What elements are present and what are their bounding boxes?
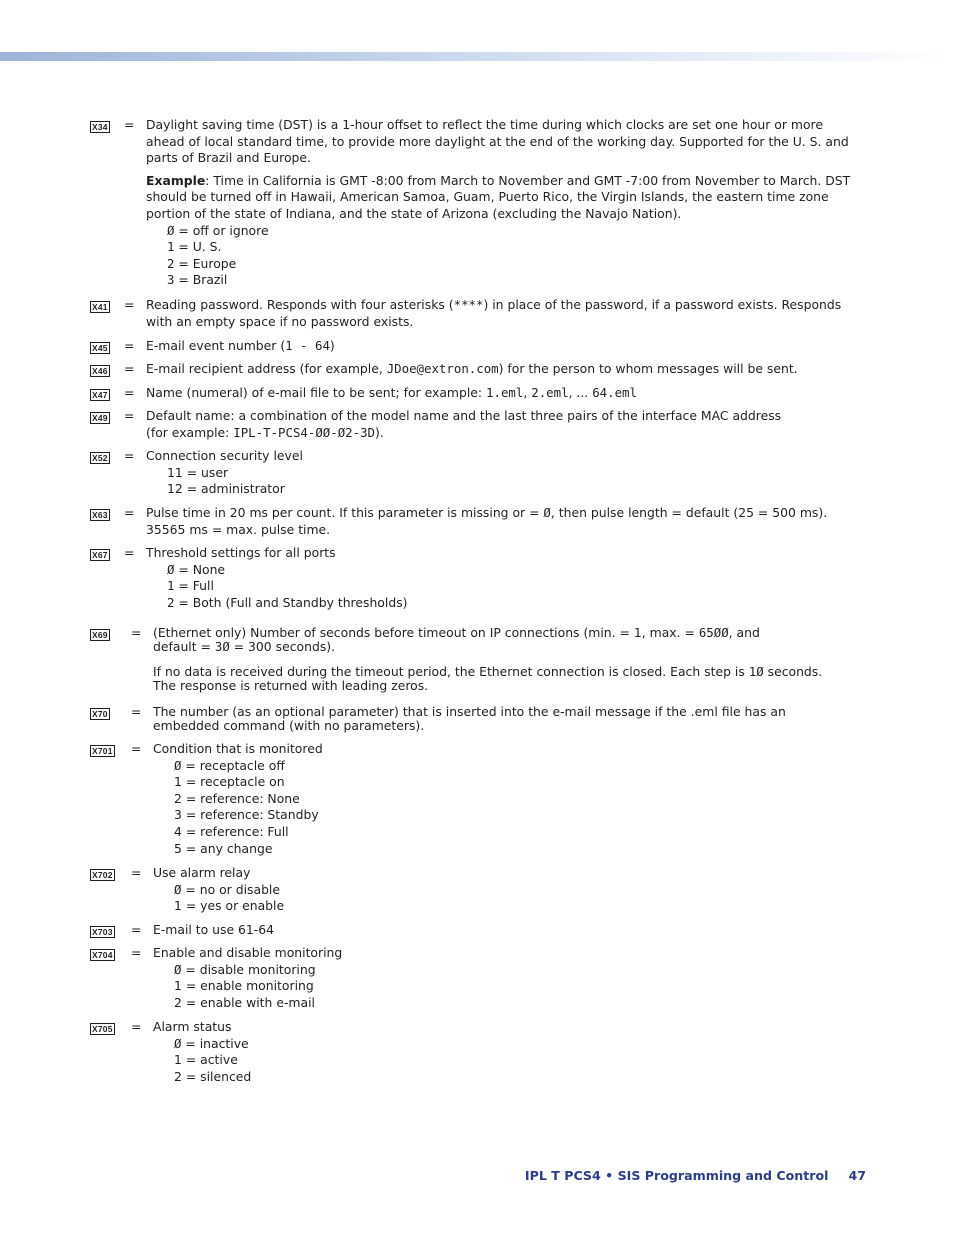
text-run: , (523, 385, 532, 400)
option-value: Ø (174, 1035, 182, 1051)
option-value: Ø (174, 757, 182, 773)
option-item (146, 562, 858, 579)
option-label: = reference: None (181, 790, 300, 806)
option-label: = yes or enable (181, 898, 285, 914)
option-label: = receptacle off (181, 757, 285, 773)
text-run: seconds. The response is returned with leading zeros. (153, 664, 823, 693)
option-item (153, 962, 843, 979)
code-value: IPL-T-PCS4-ØØ-Ø2-3D (233, 424, 376, 440)
equals-sign: = (124, 505, 135, 520)
description-paragraph (153, 626, 843, 640)
description-paragraph (153, 640, 843, 654)
option-item (146, 465, 858, 482)
description-paragraph (146, 338, 858, 355)
option-value: 1 (174, 898, 182, 914)
entry-description (153, 1019, 843, 1085)
option-item (153, 1052, 843, 1069)
text-run: , max. = (641, 625, 699, 640)
option-value: 3 (167, 272, 175, 288)
option-item (153, 774, 843, 791)
code-value: 25 (738, 505, 754, 520)
variable-tag: X45 (92, 343, 108, 353)
equals-sign: = (131, 625, 142, 640)
option-value: Ø (167, 561, 175, 577)
entry-description (146, 505, 858, 538)
description-paragraph (146, 425, 858, 442)
description-paragraph: Default name: a combination of the model name and the last three pairs of the interface MAC address (146, 408, 782, 423)
option-value: 1 (174, 774, 182, 790)
entry-description (146, 545, 858, 611)
code-value: 2.eml (531, 385, 569, 400)
page-footer (525, 1168, 866, 1185)
text-run: = 300 seconds). (229, 639, 336, 654)
option-value: 5 (174, 840, 182, 856)
equals-sign: = (124, 361, 135, 376)
option-label: = user (182, 464, 229, 480)
code-value: 3Ø (214, 639, 230, 654)
option-item (153, 882, 843, 899)
entry-description (146, 361, 858, 378)
option-item (153, 978, 843, 995)
text-run: (for example: (146, 424, 234, 440)
text-run: Reading password. Responds with four asterisks ( (146, 297, 454, 312)
text-run: ). (375, 424, 384, 440)
entry-description (146, 338, 858, 355)
option-item (146, 578, 858, 595)
option-label: = no or disable (181, 881, 281, 897)
variable-tag: X67 (92, 550, 108, 560)
option-item (153, 758, 843, 775)
text-run: Name (numeral) of e-mail file to be sent; for example: (146, 385, 487, 400)
code-value: 1 (633, 625, 642, 640)
option-value: 1 (167, 239, 175, 255)
option-label: = receptacle on (181, 774, 285, 790)
description-paragraph (153, 665, 843, 693)
entry-description (146, 408, 858, 441)
option-item (153, 995, 843, 1012)
text-run: = 500 ms). (753, 505, 828, 520)
entry-description (153, 705, 843, 733)
variable-tag: X63 (92, 510, 108, 520)
option-item (146, 272, 858, 289)
text-run: , ... (568, 385, 593, 400)
equals-sign: = (124, 117, 135, 132)
footer-title: IPL T PCS4 • SIS Programming and Control (524, 1168, 829, 1183)
option-item (153, 898, 843, 915)
text-run: ) for the person to whom messages will be sent. (498, 361, 798, 376)
option-item (146, 239, 858, 256)
equals-sign: = (131, 922, 142, 937)
option-item (153, 807, 843, 824)
text-run: , then pulse length = default ( (550, 505, 739, 520)
code-value: 1.eml (486, 385, 524, 400)
description-paragraph: Enable and disable monitoring (153, 945, 343, 960)
variable-tag: X702 (92, 870, 113, 880)
option-item (146, 223, 858, 240)
entry-description (153, 945, 843, 1011)
option-item (146, 595, 858, 612)
text-run: ) in place of the password, if a password exists. Responds with an empty space if no password exists. (146, 297, 842, 329)
option-label: = inactive (181, 1035, 249, 1051)
text-run: E-mail recipient address (for example, (146, 361, 387, 376)
option-value: 12 (167, 481, 183, 497)
option-value: 1 (174, 978, 182, 994)
description-paragraph: Daylight saving time (DST) is a 1-hour offset to reflect the time during which clocks are set one hour or more ahead of local standard time, to provide more daylight at the end of the working day. Supported for the U. S. and parts of Brazil and Europe. (146, 117, 849, 166)
code-value: 1Ø (748, 664, 764, 679)
entry-description (153, 865, 843, 915)
variable-tag: X70 (92, 709, 108, 719)
entry-description (153, 626, 843, 693)
option-label: = Europe (174, 255, 237, 271)
option-value: 1 (167, 578, 175, 594)
option-value: 2 (167, 594, 175, 610)
entry-description (153, 922, 843, 939)
option-item (153, 1036, 843, 1053)
variable-tag: X701 (92, 746, 113, 756)
equals-sign: = (124, 385, 135, 400)
option-label: = disable monitoring (181, 961, 316, 977)
option-label: = silenced (181, 1068, 252, 1084)
option-label: = administrator (182, 481, 285, 497)
option-value: Ø (174, 961, 182, 977)
code-value: 65ØØ (698, 625, 729, 640)
text-run: default = (153, 639, 215, 654)
example-text: : Time in California is GMT -8:00 from March to November and GMT -7:00 from November to March. DST should be turned off in Hawaii, American Samoa, Guam, Puerto Rico, the Virgin Islands, the eastern time zone portion of the state of Indiana, and the state of Arizona (excluding the Navajo Nation). (146, 172, 851, 221)
variable-tag: X52 (92, 453, 108, 463)
option-value: 3 (174, 807, 182, 823)
option-value: 1 (174, 1052, 182, 1068)
example-label: Example (146, 172, 206, 188)
option-label: = active (181, 1052, 238, 1068)
option-value: 2 (167, 255, 175, 271)
option-label: = enable monitoring (181, 978, 314, 994)
variable-tag: X46 (92, 366, 108, 376)
code-value: JDoe@extron.com (386, 361, 499, 376)
code-value: 64.eml (592, 385, 637, 400)
entry-description (146, 297, 858, 330)
variable-tag: X41 (92, 302, 108, 312)
option-item (146, 256, 858, 273)
variable-tag: X49 (92, 413, 108, 423)
option-label: = reference: Standby (181, 807, 319, 823)
equals-sign: = (131, 945, 142, 960)
option-label: = None (174, 561, 226, 577)
description-paragraph: Threshold settings for all ports (146, 545, 336, 560)
option-value: Ø (174, 881, 182, 897)
option-value: 2 (174, 1068, 182, 1084)
equals-sign: = (131, 741, 142, 756)
text-run: Pulse time in 20 ms per count. If this parameter is missing or = (146, 505, 544, 520)
description-paragraph (146, 385, 858, 402)
description-paragraph: E-mail to use 61-64 (153, 922, 275, 937)
text-run: E-mail event number ( (146, 338, 286, 353)
entry-description (146, 448, 858, 498)
option-label: = reference: Full (181, 823, 289, 839)
equals-sign: = (124, 338, 135, 353)
entry-description (153, 741, 843, 857)
description-paragraph (146, 505, 858, 522)
option-label: = any change (181, 840, 273, 856)
equals-sign: = (124, 408, 135, 423)
header-gradient-bar (0, 52, 954, 61)
option-item (153, 824, 843, 841)
text-run: (Ethernet only) Number of seconds before timeout on IP connections (min. = (153, 625, 634, 640)
entry-description (146, 385, 858, 402)
variable-tag: X703 (92, 927, 113, 937)
variable-tag: X69 (92, 630, 108, 640)
option-label: = off or ignore (174, 222, 269, 238)
description-paragraph: The number (as an optional parameter) that is inserted into the e-mail message if the .eml file has an embedded command (with no parameters). (153, 704, 786, 733)
example-paragraph (146, 173, 858, 223)
description-paragraph: Use alarm relay (153, 865, 251, 880)
option-label: = Both (Full and Standby thresholds) (174, 594, 408, 610)
code-value: **** (453, 297, 484, 312)
variable-tag: X705 (92, 1024, 113, 1034)
equals-sign: = (131, 865, 142, 880)
description-paragraph: 35565 ms = max. pulse time. (146, 521, 331, 537)
code-value: Ø (543, 505, 551, 520)
description-paragraph: Connection security level (146, 448, 303, 463)
option-item (146, 481, 858, 498)
description-paragraph (146, 297, 858, 330)
option-label: = Brazil (174, 272, 228, 288)
description-paragraph: Alarm status (153, 1019, 232, 1034)
code-value: 1 - 64 (285, 338, 330, 353)
equals-sign: = (124, 297, 135, 312)
equals-sign: = (124, 545, 135, 560)
option-label: = Full (174, 578, 214, 594)
equals-sign: = (131, 704, 142, 719)
equals-sign: = (131, 1019, 142, 1034)
text-run: If no data is received during the timeout period, the Ethernet connection is closed. Each step is (153, 664, 749, 679)
entry-description (146, 117, 858, 289)
page-number: 47 (848, 1168, 866, 1183)
text-run: , and (728, 625, 760, 640)
option-value: 2 (174, 790, 182, 806)
option-value: Ø (167, 222, 175, 238)
equals-sign: = (124, 448, 135, 463)
variable-tag: X704 (92, 950, 113, 960)
description-paragraph: Condition that is monitored (153, 741, 323, 756)
option-item (153, 1069, 843, 1086)
description-paragraph (146, 361, 858, 378)
text-run: ) (329, 338, 335, 353)
variable-tag: X34 (92, 122, 108, 132)
option-label: = enable with e-mail (181, 994, 315, 1010)
option-label: = U. S. (174, 239, 222, 255)
option-value: 4 (174, 823, 182, 839)
variable-tag: X47 (92, 390, 108, 400)
option-value: 11 (167, 464, 183, 480)
option-value: 2 (174, 994, 182, 1010)
option-item (153, 791, 843, 808)
option-item (153, 841, 843, 858)
